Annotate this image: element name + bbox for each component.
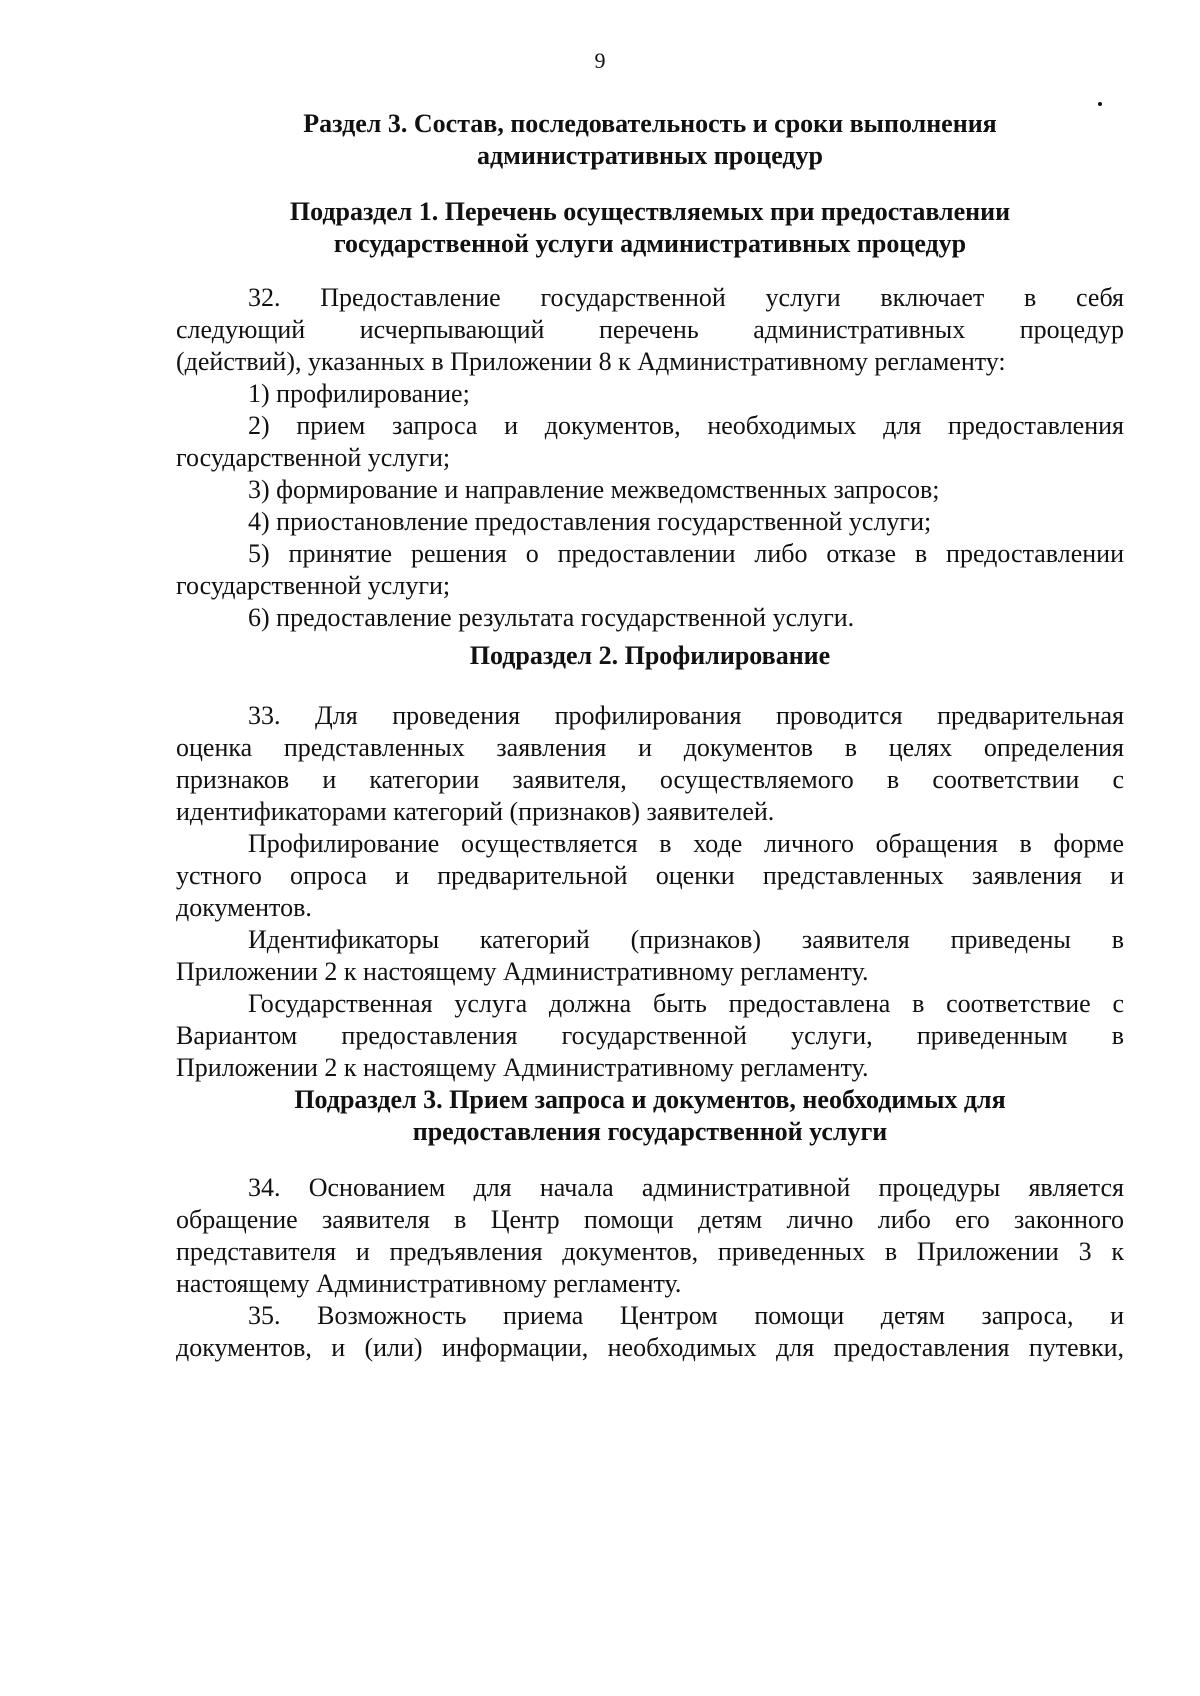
subsection-title-line: Подраздел 2. Профилирование xyxy=(469,641,831,670)
list-item: 1) профилирование; xyxy=(248,379,470,408)
section-title-line: административных процедур xyxy=(476,141,824,170)
text-line: устного опроса и предварительной оценки представленных заявления и xyxy=(176,861,1124,890)
text-line: 34. Основанием для начала административной процедуры является xyxy=(248,1173,1124,1202)
subsection-1-title xyxy=(176,196,1124,260)
section-title-line: Раздел 3. Состав, последовательность и сроки выполнения xyxy=(303,109,997,138)
text-line: признаков и категории заявителя, осуществляемого в соответствии с xyxy=(176,765,1124,794)
list-item: 6) предоставление результата государственной услуги. xyxy=(248,603,855,632)
scan-dot xyxy=(1098,102,1102,106)
list-item: 3) формирование и направление межведомственных запросов; xyxy=(248,475,940,504)
text-line: 35. Возможность приема Центром помощи детям запроса, и xyxy=(248,1301,1124,1330)
subsection-title-line: предоставления государственной услуги xyxy=(412,1117,888,1146)
list-item-continuation: государственной услуги; xyxy=(176,571,451,600)
subsection-3-title xyxy=(176,1084,1124,1148)
text-line: Приложении 2 к настоящему Административному регламенту. xyxy=(176,957,869,986)
text-line: Идентификаторы категорий (признаков) заявителя приведены в xyxy=(248,925,1124,954)
page-number: 9 xyxy=(594,48,606,73)
subsection-title-line: Подраздел 1. Перечень осуществляемых при предоставлении xyxy=(289,197,1011,226)
paragraph-33 xyxy=(176,700,1124,1084)
subsection-2-title xyxy=(176,640,1124,672)
list-item: 5) принятие решения о предоставлении либо отказе в предоставлении xyxy=(248,539,1124,568)
text-line: документов, и (или) информации, необходимых для предоставления путевки, xyxy=(176,1333,1124,1362)
paragraph-34 xyxy=(176,1172,1124,1364)
text-line: Вариантом предоставления государственной услуги, приведенным в xyxy=(176,1021,1124,1050)
text-line: идентификаторами категорий (признаков) заявителей. xyxy=(176,797,775,826)
text-line: следующий исчерпывающий перечень административных процедур xyxy=(176,315,1124,344)
subsection-title-line: государственной услуги административных процедур xyxy=(333,229,967,258)
list-item: 4) приостановление предоставления государственной услуги; xyxy=(248,507,932,536)
text-line: документов. xyxy=(176,893,312,922)
list-item-continuation: государственной услуги; xyxy=(176,443,451,472)
text-line: Профилирование осуществляется в ходе личного обращения в форме xyxy=(248,829,1124,858)
subsection-title-line: Подраздел 3. Прием запроса и документов, необходимых для xyxy=(294,1085,1006,1114)
paragraph-32 xyxy=(176,282,1124,634)
text-line: оценка представленных заявления и документов в целях определения xyxy=(176,733,1124,762)
list-item: 2) прием запроса и документов, необходимых для предоставления xyxy=(248,411,1124,440)
text-line: обращение заявителя в Центр помощи детям лично либо его законного xyxy=(176,1205,1124,1234)
text-line: Приложении 2 к настоящему Административному регламенту. xyxy=(176,1053,869,1082)
text-line: представителя и предъявления документов, приведенных в Приложении 3 к xyxy=(176,1237,1124,1266)
text-line: 32. Предоставление государственной услуги включает в себя xyxy=(248,283,1124,312)
text-line: 33. Для проведения профилирования проводится предварительная xyxy=(248,701,1124,730)
text-line: Государственная услуга должна быть предоставлена в соответствие с xyxy=(248,989,1124,1018)
section-title xyxy=(176,108,1124,172)
text-line: настоящему Административному регламенту. xyxy=(176,1269,682,1298)
text-line: (действий), указанных в Приложении 8 к Административному регламенту: xyxy=(176,347,1006,376)
